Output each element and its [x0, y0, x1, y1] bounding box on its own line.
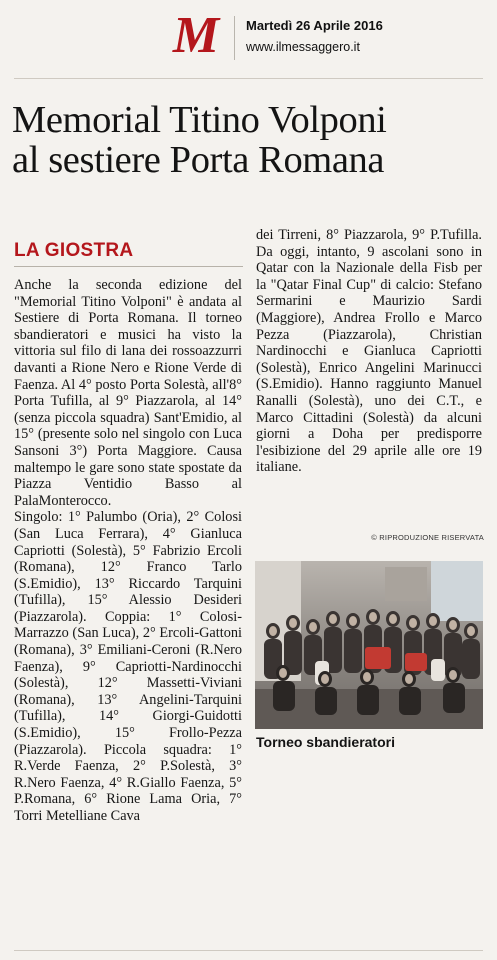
bottom-rule — [14, 950, 483, 951]
masthead — [0, 0, 497, 74]
article-column-1 — [14, 277, 242, 825]
headline-line-1: Memorial Titino Volponi — [12, 99, 387, 141]
headline-line-2: al sestiere Porta Romana — [12, 139, 385, 181]
paragraph-intro: Anche la seconda edizione del "Memorial Titino Volponi" è andata al Sestiere di Porta Romana. Il torneo sbandieratori e musici ha visto la vittoria sul filo di lana dei rossoazzurri davanti a Rione Nero e Rione Verde di Faenza. Al 4° posto Porta Solestà, all'8° Porta Tufilla, al 9° Piazzarola, al 14° (senza piccola squadra) Sant'Emidio, al 15° (presente solo nel singolo con Luca Sansoni 3°) Porta Maggiore. Causa maltempo le gare sono state spostate da Piazza Ventidio Basso al PalaMonterocco. — [14, 277, 242, 509]
copyright-notice: © RIPRODUZIONE RISERVATA — [371, 533, 484, 542]
top-rule — [14, 78, 483, 79]
section-kicker: LA GIOSTRA — [14, 240, 134, 261]
group-photo-illustration — [255, 561, 483, 729]
publication-date: Martedì 26 Aprile 2016 — [246, 18, 383, 33]
paragraph-continuation: dei Tirreni, 8° Piazzarola, 9° P.Tufilla. Da oggi, intanto, 9 ascolani sono in Qatar con la Nazionale della Fisb per la "Qatar Final Cup" di calcio: Stefano Sermarini e Maurizio Sardi (Maggiore), Andrea Frollo e Marco Pezza (Piazzarola), Christian Nardinocchi e Gianluca Capriotti (Solestà), Enrico Angelini Marinucci (S.Emidio). Hanno raggiunto Manuel Ranalli (Solestà), uno dei C.T., e Marco Cittadini (Solestà) da alcuni giorni a Doha per predisporre l'esibizione del 29 aprile alle ore 19 italiane. — [256, 227, 482, 476]
headline — [12, 100, 487, 180]
article-column-2 — [256, 227, 482, 476]
il-messaggero-logo: M — [172, 7, 220, 64]
paragraph-results: Singolo: 1° Palumbo (Oria), 2° Colosi (San Luca Ferrara), 4° Gianluca Capriotti (Solestà), 5° Fabrizio Ercoli (Romana), 12° Franco Tarlo (S.Emidio), 13° Riccardo Tarquini (Tufilla), 15° Alessio Desideri (Piazzarola). Coppia: 1° Colosi-Marrazzo (San Luca), 2° Ercoli-Gattoni (Romana), 3° Emiliani-Ceroni (R.Nero Faenza), 9° Capriotti-Nardinocchi (Solestà), 12° Massetti-Viviani (Romana), 13° Angelini-Tarquini (Tufilla), 14° Giorgi-Guidotti (S.Emidio), 15° Frollo-Pezza (Piazzarola). Piccola squadra: 1° R.Verde Faenza, 2° P.Solestà, 3° R.Nero Faenza, 4° R.Giallo Faenza, 5° P.Romana, 6° Rione Lama Oria, 7° Torri Metelliane Cava — [14, 509, 242, 824]
photo-caption: Torneo sbandieratori — [256, 734, 395, 750]
website-url: www.ilmessaggero.it — [246, 40, 360, 54]
group-photo — [255, 561, 483, 729]
kicker-rule — [14, 266, 243, 267]
masthead-divider — [234, 16, 235, 60]
